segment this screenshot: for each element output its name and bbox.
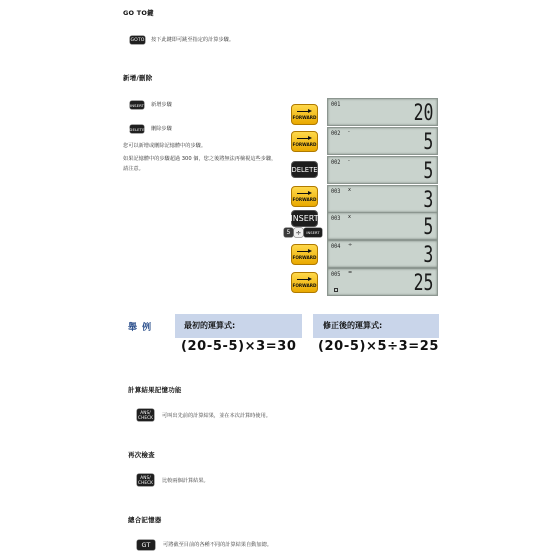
insert-mini-key: INSERT: [304, 228, 322, 237]
insert-key: INSERT: [291, 210, 318, 227]
goto-key-icon: GOTO: [130, 37, 145, 43]
forward-key-3: [291, 186, 318, 207]
answer-memory-heading: 計算結果記憶功能: [128, 386, 182, 394]
original-expression-title: 最初的運算式:: [184, 321, 236, 330]
lcd-value: 20: [413, 101, 433, 126]
lcd-operator: ÷: [348, 242, 353, 248]
forward-arrow-icon: [297, 249, 313, 254]
goto-description: 按下此鍵即可跳至指定的計算步驟。: [151, 37, 235, 43]
ans-check-key-icon: [137, 474, 154, 486]
forward-arrow-icon: [297, 277, 313, 282]
grand-total-heading: 總合記憶器: [128, 516, 162, 524]
lcd-operator: =: [348, 270, 353, 276]
lcd-step-number: 001: [331, 100, 341, 108]
lcd-operator: x: [348, 187, 351, 193]
insert-key-icon: INSERT: [129, 102, 145, 108]
recheck-description: 比較兩個計算結果。: [162, 478, 209, 484]
lcd-display-5: [327, 212, 438, 240]
forward-key-label: FORWARD: [292, 197, 317, 202]
grand-total-description: 可將截至目前的各種不同的計算結果自動加總。: [163, 542, 272, 548]
lcd-step-number: 003: [331, 187, 341, 195]
answer-memory-description: 可叫出先前的計算結果，並在本次計算時使用。: [162, 413, 271, 419]
lcd-step-number: 002: [331, 158, 341, 166]
insert-description: 新增步驟: [151, 102, 172, 108]
lcd-value: 5: [423, 159, 433, 184]
forward-key-label: FORWARD: [292, 115, 317, 120]
recheck-heading: 再次檢查: [128, 451, 155, 459]
lcd-display-7: [327, 268, 438, 296]
forward-key-label: FORWARD: [292, 142, 317, 147]
key-bottom-label: CHECK: [138, 415, 153, 420]
revised-formula: (20-5)×5÷3=25: [318, 339, 440, 354]
lcd-memory-icon: [334, 288, 338, 292]
five-divide-insert-keys: [284, 228, 322, 237]
example-label: 舉 例: [128, 323, 153, 333]
ans-check-key-icon: [137, 409, 154, 421]
lcd-step-number: 002: [331, 129, 341, 137]
lcd-operator: -: [348, 129, 350, 135]
insert-delete-paragraph-2a: 如果記憶體中的步驟超過 300 個，您之後將無法再檢視這些步驟，: [123, 156, 277, 162]
insert-delete-paragraph-1: 您可以新增或刪除記憶體中的步驟。: [123, 143, 207, 149]
lcd-display-4: [327, 185, 438, 213]
delete-description: 刪除步驟: [151, 126, 172, 132]
forward-arrow-icon: [297, 136, 313, 141]
insert-delete-paragraph-2b: 請注意。: [123, 166, 144, 172]
forward-arrow-icon: [297, 191, 313, 196]
forward-key-2: [291, 131, 318, 152]
lcd-value: 5: [423, 215, 433, 240]
insert-delete-heading: 新增/刪除: [123, 74, 153, 82]
lcd-value: 3: [423, 188, 433, 213]
key-bottom-label: CHECK: [138, 480, 153, 485]
forward-arrow-icon: [297, 109, 313, 114]
lcd-step-number: 004: [331, 242, 341, 250]
lcd-display-6: [327, 240, 438, 268]
delete-key: DELETE: [291, 161, 318, 178]
lcd-value: 5: [423, 130, 433, 155]
lcd-operator: x: [348, 214, 351, 220]
goto-heading: GO TO鍵: [123, 9, 154, 17]
forward-key-4: [291, 244, 318, 265]
forward-key-label: FORWARD: [292, 283, 317, 288]
lcd-display-2: [327, 127, 438, 155]
lcd-display-3: [327, 156, 438, 184]
gt-key-icon: GT: [137, 540, 155, 550]
original-formula: (20-5-5)×3=30: [181, 339, 297, 354]
key-top-label: ANS/: [140, 410, 151, 415]
lcd-step-number: 003: [331, 214, 341, 222]
forward-key-1: [291, 104, 318, 125]
revised-expression-title: 修正後的運算式:: [323, 321, 383, 330]
key-top-label: ANS/: [140, 475, 151, 480]
forward-key-5: [291, 272, 318, 293]
divide-key: ÷: [295, 228, 302, 237]
lcd-value: 3: [423, 243, 433, 268]
digit-five-key: 5: [284, 228, 293, 237]
delete-key-icon: DELETE: [129, 126, 145, 132]
lcd-step-number: 005: [331, 270, 341, 278]
lcd-value: 25: [413, 271, 433, 296]
forward-key-label: FORWARD: [292, 255, 317, 260]
lcd-display-1: [327, 98, 438, 126]
lcd-operator: -: [348, 158, 350, 164]
